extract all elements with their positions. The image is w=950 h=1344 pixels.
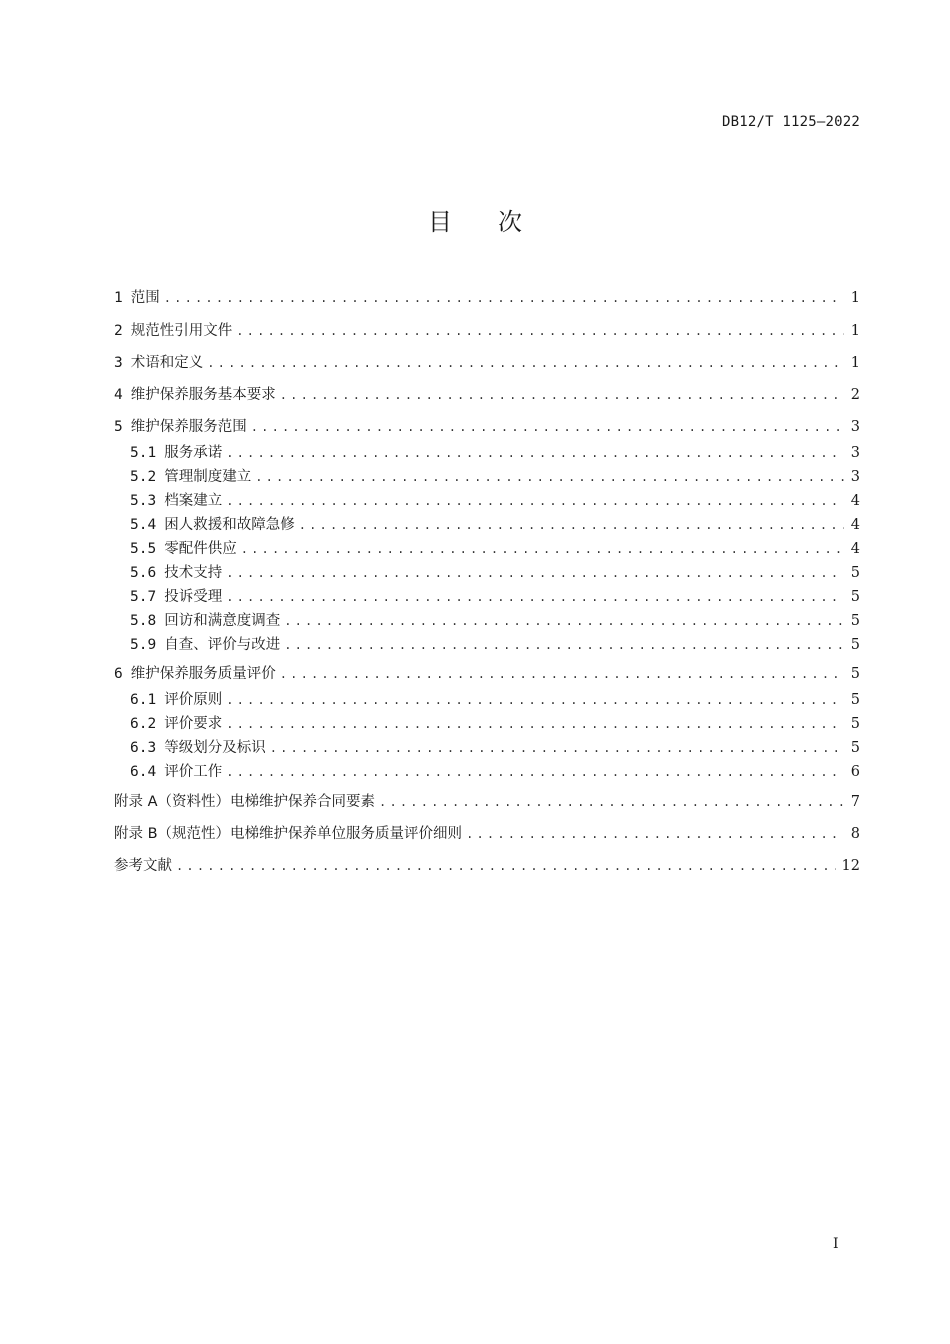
toc-entry-page: 8 [850, 826, 860, 842]
toc-entry-page: 3 [850, 419, 860, 435]
toc-entry-page: 4 [850, 541, 860, 557]
toc-title [0, 202, 950, 237]
toc-entry-label: 回访和满意度调查 [164, 613, 281, 629]
toc-entry[interactable] [114, 824, 860, 844]
toc-entry[interactable] [114, 288, 860, 308]
toc-entry-page: 5 [850, 740, 860, 756]
toc-leader-dots [226, 443, 844, 463]
toc-entry-number: 6.3 [130, 740, 157, 756]
toc-entry-label: 投诉受理 [164, 589, 223, 605]
toc-entry-number: 5.5 [130, 541, 157, 557]
toc-entry[interactable] [130, 539, 860, 559]
toc-entry[interactable] [130, 587, 860, 607]
toc-entry[interactable] [114, 417, 860, 437]
toc-entry-number: 5.9 [130, 637, 157, 653]
document-code: DB12/T 1125—2022 [721, 114, 860, 130]
toc-leader-dots [176, 856, 836, 876]
toc-entry[interactable] [130, 635, 860, 655]
toc-entry-number: 6 [114, 666, 123, 682]
toc-entry-page: 1 [850, 323, 860, 339]
toc-entry-page: 3 [850, 469, 860, 485]
toc-entry-page: 5 [850, 692, 860, 708]
toc-title-char-1: 目 [428, 208, 452, 236]
toc-entry-label: 维护保养服务基本要求 [130, 387, 276, 403]
toc-entry-number: 2 [114, 323, 123, 339]
toc-leader-dots [226, 563, 844, 583]
toc-entry-number: 1 [114, 290, 123, 306]
toc-entry[interactable] [114, 385, 860, 405]
toc-entry-page: 6 [850, 764, 860, 780]
toc-entry[interactable] [130, 738, 860, 758]
page-number: I [833, 1236, 839, 1252]
toc-leader-dots [207, 353, 844, 373]
toc-leader-dots [226, 714, 844, 734]
toc-leader-dots [226, 587, 844, 607]
toc-entry-number: 5.7 [130, 589, 157, 605]
toc-entry-page: 7 [850, 794, 860, 810]
toc-entry-number: 5.6 [130, 565, 157, 581]
toc-leader-dots [280, 385, 844, 405]
toc-leader-dots [280, 664, 844, 684]
toc-entry-label: 自查、评价与改进 [164, 637, 281, 653]
toc-entry[interactable] [130, 443, 860, 463]
toc-entry-number: 5.1 [130, 445, 157, 461]
toc-entry-number: 5 [114, 419, 123, 435]
toc-entry-label: 附录 A（资料性）电梯维护保养合同要素 [114, 794, 376, 810]
toc-entry-page: 5 [850, 666, 860, 682]
toc-entry-number: 6.2 [130, 716, 157, 732]
toc-leader-dots [241, 539, 844, 559]
toc-entry-page: 12 [841, 858, 860, 874]
toc-entry[interactable] [130, 563, 860, 583]
toc-title-char-2: 次 [498, 208, 522, 236]
toc-entry[interactable] [114, 792, 860, 812]
toc-entry-label: 技术支持 [164, 565, 223, 581]
toc-entry-page: 4 [850, 493, 860, 509]
toc-entry-label: 零配件供应 [164, 541, 237, 557]
toc-entry-page: 5 [850, 637, 860, 653]
toc-entry-label: 档案建立 [164, 493, 223, 509]
toc-entry-label: 维护保养服务质量评价 [130, 666, 276, 682]
toc-leader-dots [226, 762, 844, 782]
toc-entry-number: 5.4 [130, 517, 157, 533]
toc-entry-label: 评价要求 [164, 716, 223, 732]
toc-leader-dots [255, 467, 844, 487]
toc-entry-page: 1 [850, 355, 860, 371]
toc-entry-page: 2 [850, 387, 860, 403]
toc-entry-page: 3 [850, 445, 860, 461]
toc-entry-page: 5 [850, 613, 860, 629]
toc-entry[interactable] [130, 690, 860, 710]
toc-entry[interactable] [130, 714, 860, 734]
toc-entry-number: 4 [114, 387, 123, 403]
toc-leader-dots [270, 738, 844, 758]
toc-entry-page: 5 [850, 716, 860, 732]
toc-entry-number: 5.3 [130, 493, 157, 509]
toc-leader-dots [299, 515, 844, 535]
toc-entry-label: 附录 B（规范性）电梯维护保养单位服务质量评价细则 [114, 826, 463, 842]
toc-entry[interactable] [114, 353, 860, 373]
toc-leader-dots [226, 690, 844, 710]
toc-entry[interactable] [114, 321, 860, 341]
toc-entry-label: 管理制度建立 [164, 469, 252, 485]
toc-leader-dots [466, 824, 844, 844]
toc-leader-dots [379, 792, 844, 812]
toc-entry[interactable] [130, 515, 860, 535]
toc-entry-label: 术语和定义 [130, 355, 204, 371]
toc-entry[interactable] [114, 856, 860, 876]
toc-entry-number: 5.2 [130, 469, 157, 485]
toc-entry-label: 参考文献 [114, 858, 172, 874]
toc-entry-number: 3 [114, 355, 123, 371]
toc-entry-number: 5.8 [130, 613, 157, 629]
toc-entry-label: 等级划分及标识 [164, 740, 266, 756]
toc-entry-page: 5 [850, 565, 860, 581]
toc-leader-dots [251, 417, 844, 437]
toc-entry-label: 维护保养服务范围 [130, 419, 247, 435]
toc-entry-label: 困人救援和故障急修 [164, 517, 295, 533]
toc-entry[interactable] [130, 491, 860, 511]
toc-entry-page: 4 [850, 517, 860, 533]
toc-entry-number: 6.4 [130, 764, 157, 780]
toc-entry-label: 评价原则 [164, 692, 223, 708]
toc-leader-dots [164, 288, 844, 308]
toc-entry-label: 范围 [130, 290, 160, 306]
toc-entry-label: 评价工作 [164, 764, 223, 780]
toc-entry-page: 1 [850, 290, 860, 306]
toc-leader-dots [226, 491, 844, 511]
toc-leader-dots [284, 611, 844, 631]
toc-leader-dots [284, 635, 844, 655]
toc-entry[interactable] [130, 762, 860, 782]
toc-entry-label: 规范性引用文件 [130, 323, 233, 339]
toc-entry-label: 服务承诺 [164, 445, 223, 461]
toc-leader-dots [236, 321, 844, 341]
toc-entry[interactable] [114, 664, 860, 684]
toc-entry-page: 5 [850, 589, 860, 605]
toc-entry-number: 6.1 [130, 692, 157, 708]
toc-entry[interactable] [130, 611, 860, 631]
toc-entry[interactable] [130, 467, 860, 487]
